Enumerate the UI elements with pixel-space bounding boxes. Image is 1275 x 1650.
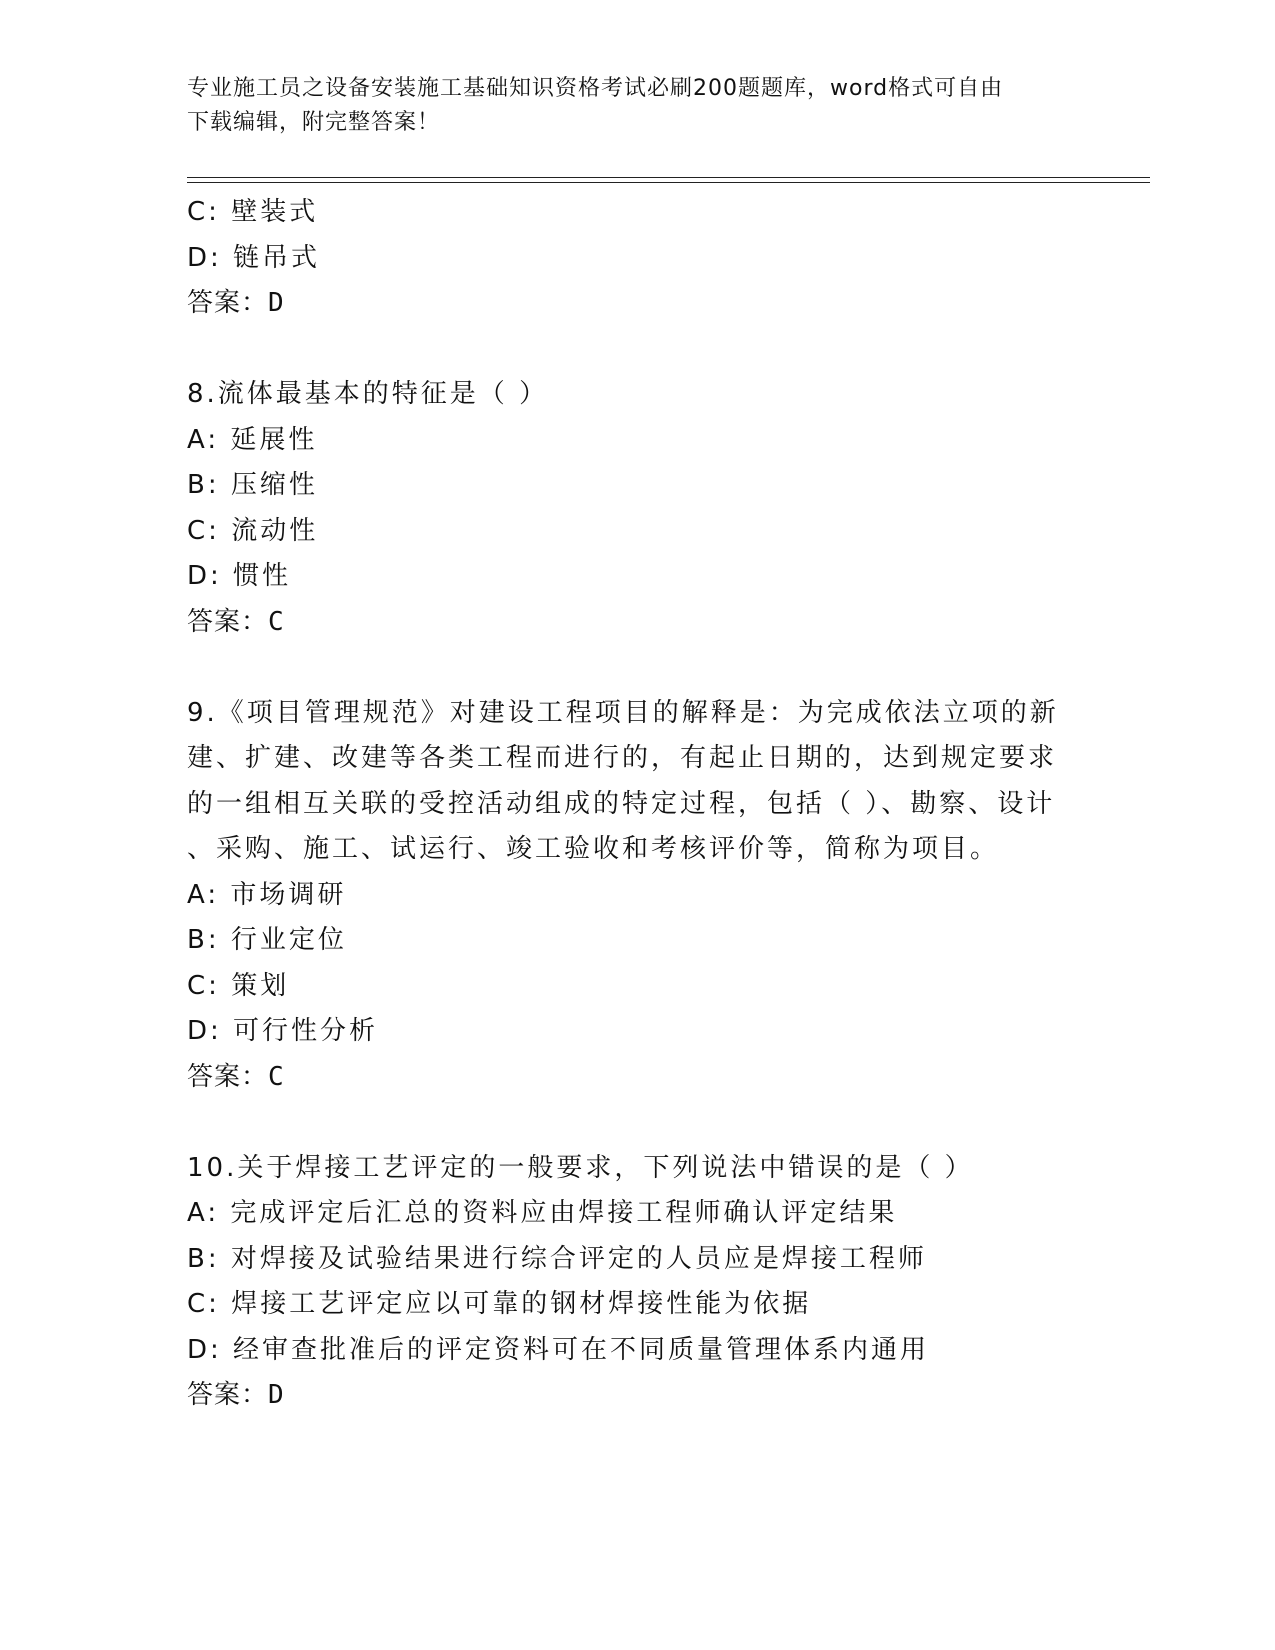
- question-stem: 的一组相互关联的受控活动组成的特定过程，包括（ ）、勘察、设计: [187, 788, 1056, 819]
- answer-label: 答案：: [187, 1061, 269, 1092]
- header-line-1: 专业施工员之设备安装施工基础知识资格考试必刷200题题库，word格式可自由: [187, 76, 1004, 101]
- option-c: [187, 1282, 1087, 1328]
- answer-value: C: [268, 606, 285, 637]
- header-line-2: 下载编辑，附完整答案！: [187, 110, 441, 135]
- option-text: 完成评定后汇总的资料应由焊接工程师确认评定结果: [230, 1198, 898, 1228]
- option-text: 对焊接及试验结果进行综合评定的人员应是焊接工程师: [230, 1243, 927, 1274]
- spacer: [187, 327, 1087, 373]
- answer-label: 答案：: [187, 1380, 269, 1410]
- option-label: A:: [187, 1198, 220, 1228]
- option-d: [187, 1328, 1087, 1374]
- question-stem: 、采购、施工、试运行、竣工验收和考核评价等，简称为项目。: [187, 834, 1000, 864]
- option-label: D:: [187, 1334, 222, 1365]
- answer-label: 答案：: [187, 288, 269, 318]
- option-text: 可行性分析: [233, 1016, 379, 1046]
- question-block-8: [187, 372, 1087, 645]
- option-text: 行业定位: [230, 925, 347, 955]
- option-text: 策划: [231, 970, 290, 1001]
- option-text: 焊接工艺评定应以可靠的钢材焊接性能为依据: [231, 1289, 812, 1319]
- option-d: [187, 236, 1087, 282]
- option-text: 惯性: [233, 561, 292, 591]
- question-block-10: [187, 1146, 1087, 1419]
- option-d: [187, 554, 1087, 600]
- option-a: [187, 1191, 1087, 1237]
- option-label: C:: [187, 197, 220, 227]
- option-label: C:: [187, 970, 220, 1001]
- page-header: [187, 72, 1087, 140]
- answer-value: C: [268, 1061, 285, 1092]
- option-label: C:: [187, 515, 220, 546]
- option-label: B:: [187, 470, 220, 500]
- option-label: D:: [187, 242, 222, 273]
- option-a: [187, 873, 1087, 919]
- question-stem: 8.流体最基本的特征是（ ）: [187, 379, 549, 409]
- header-rule-bottom: [187, 182, 1150, 183]
- option-label: D:: [187, 561, 222, 591]
- option-label: A:: [187, 879, 220, 910]
- option-text: 壁装式: [231, 197, 319, 227]
- question-stem: 9.《项目管理规范》对建设工程项目的解释是：为完成依法立项的新: [187, 697, 1059, 728]
- question-block-7: [187, 190, 1087, 327]
- option-label: D:: [187, 1016, 222, 1046]
- option-b: [187, 1237, 1087, 1283]
- option-b: [187, 463, 1087, 509]
- option-label: B:: [187, 1243, 220, 1274]
- option-text: 延展性: [230, 424, 318, 455]
- option-c: [187, 964, 1087, 1010]
- option-text: 经审查批准后的评定资料可在不同质量管理体系内通用: [233, 1334, 930, 1365]
- spacer: [187, 645, 1087, 691]
- answer-line: [187, 281, 1087, 327]
- option-label: A:: [187, 424, 220, 455]
- question-stem: 10.关于焊接工艺评定的一般要求，下列说法中错误的是（ ）: [187, 1152, 974, 1183]
- option-text: 市场调研: [230, 879, 347, 910]
- spacer: [187, 1100, 1087, 1146]
- option-b: [187, 918, 1087, 964]
- option-text: 压缩性: [230, 470, 318, 500]
- question-stem: 建、扩建、改建等各类工程而进行的，有起止日期的，达到规定要求: [187, 743, 1058, 773]
- option-label: C:: [187, 1289, 220, 1319]
- answer-line: [187, 1055, 1087, 1101]
- option-c: [187, 509, 1087, 555]
- option-label: B:: [187, 925, 220, 955]
- option-text: 链吊式: [233, 242, 321, 273]
- option-a: [187, 418, 1087, 464]
- document-body: [187, 190, 1087, 1419]
- option-d: [187, 1009, 1087, 1055]
- option-c: [187, 190, 1087, 236]
- question-block-9: [187, 691, 1087, 1101]
- answer-value: D: [268, 288, 285, 318]
- answer-line: [187, 600, 1087, 646]
- answer-value: D: [268, 1380, 285, 1410]
- answer-label: 答案：: [187, 606, 269, 637]
- answer-line: [187, 1373, 1087, 1419]
- option-text: 流动性: [231, 515, 319, 546]
- header-rule-top: [187, 177, 1150, 178]
